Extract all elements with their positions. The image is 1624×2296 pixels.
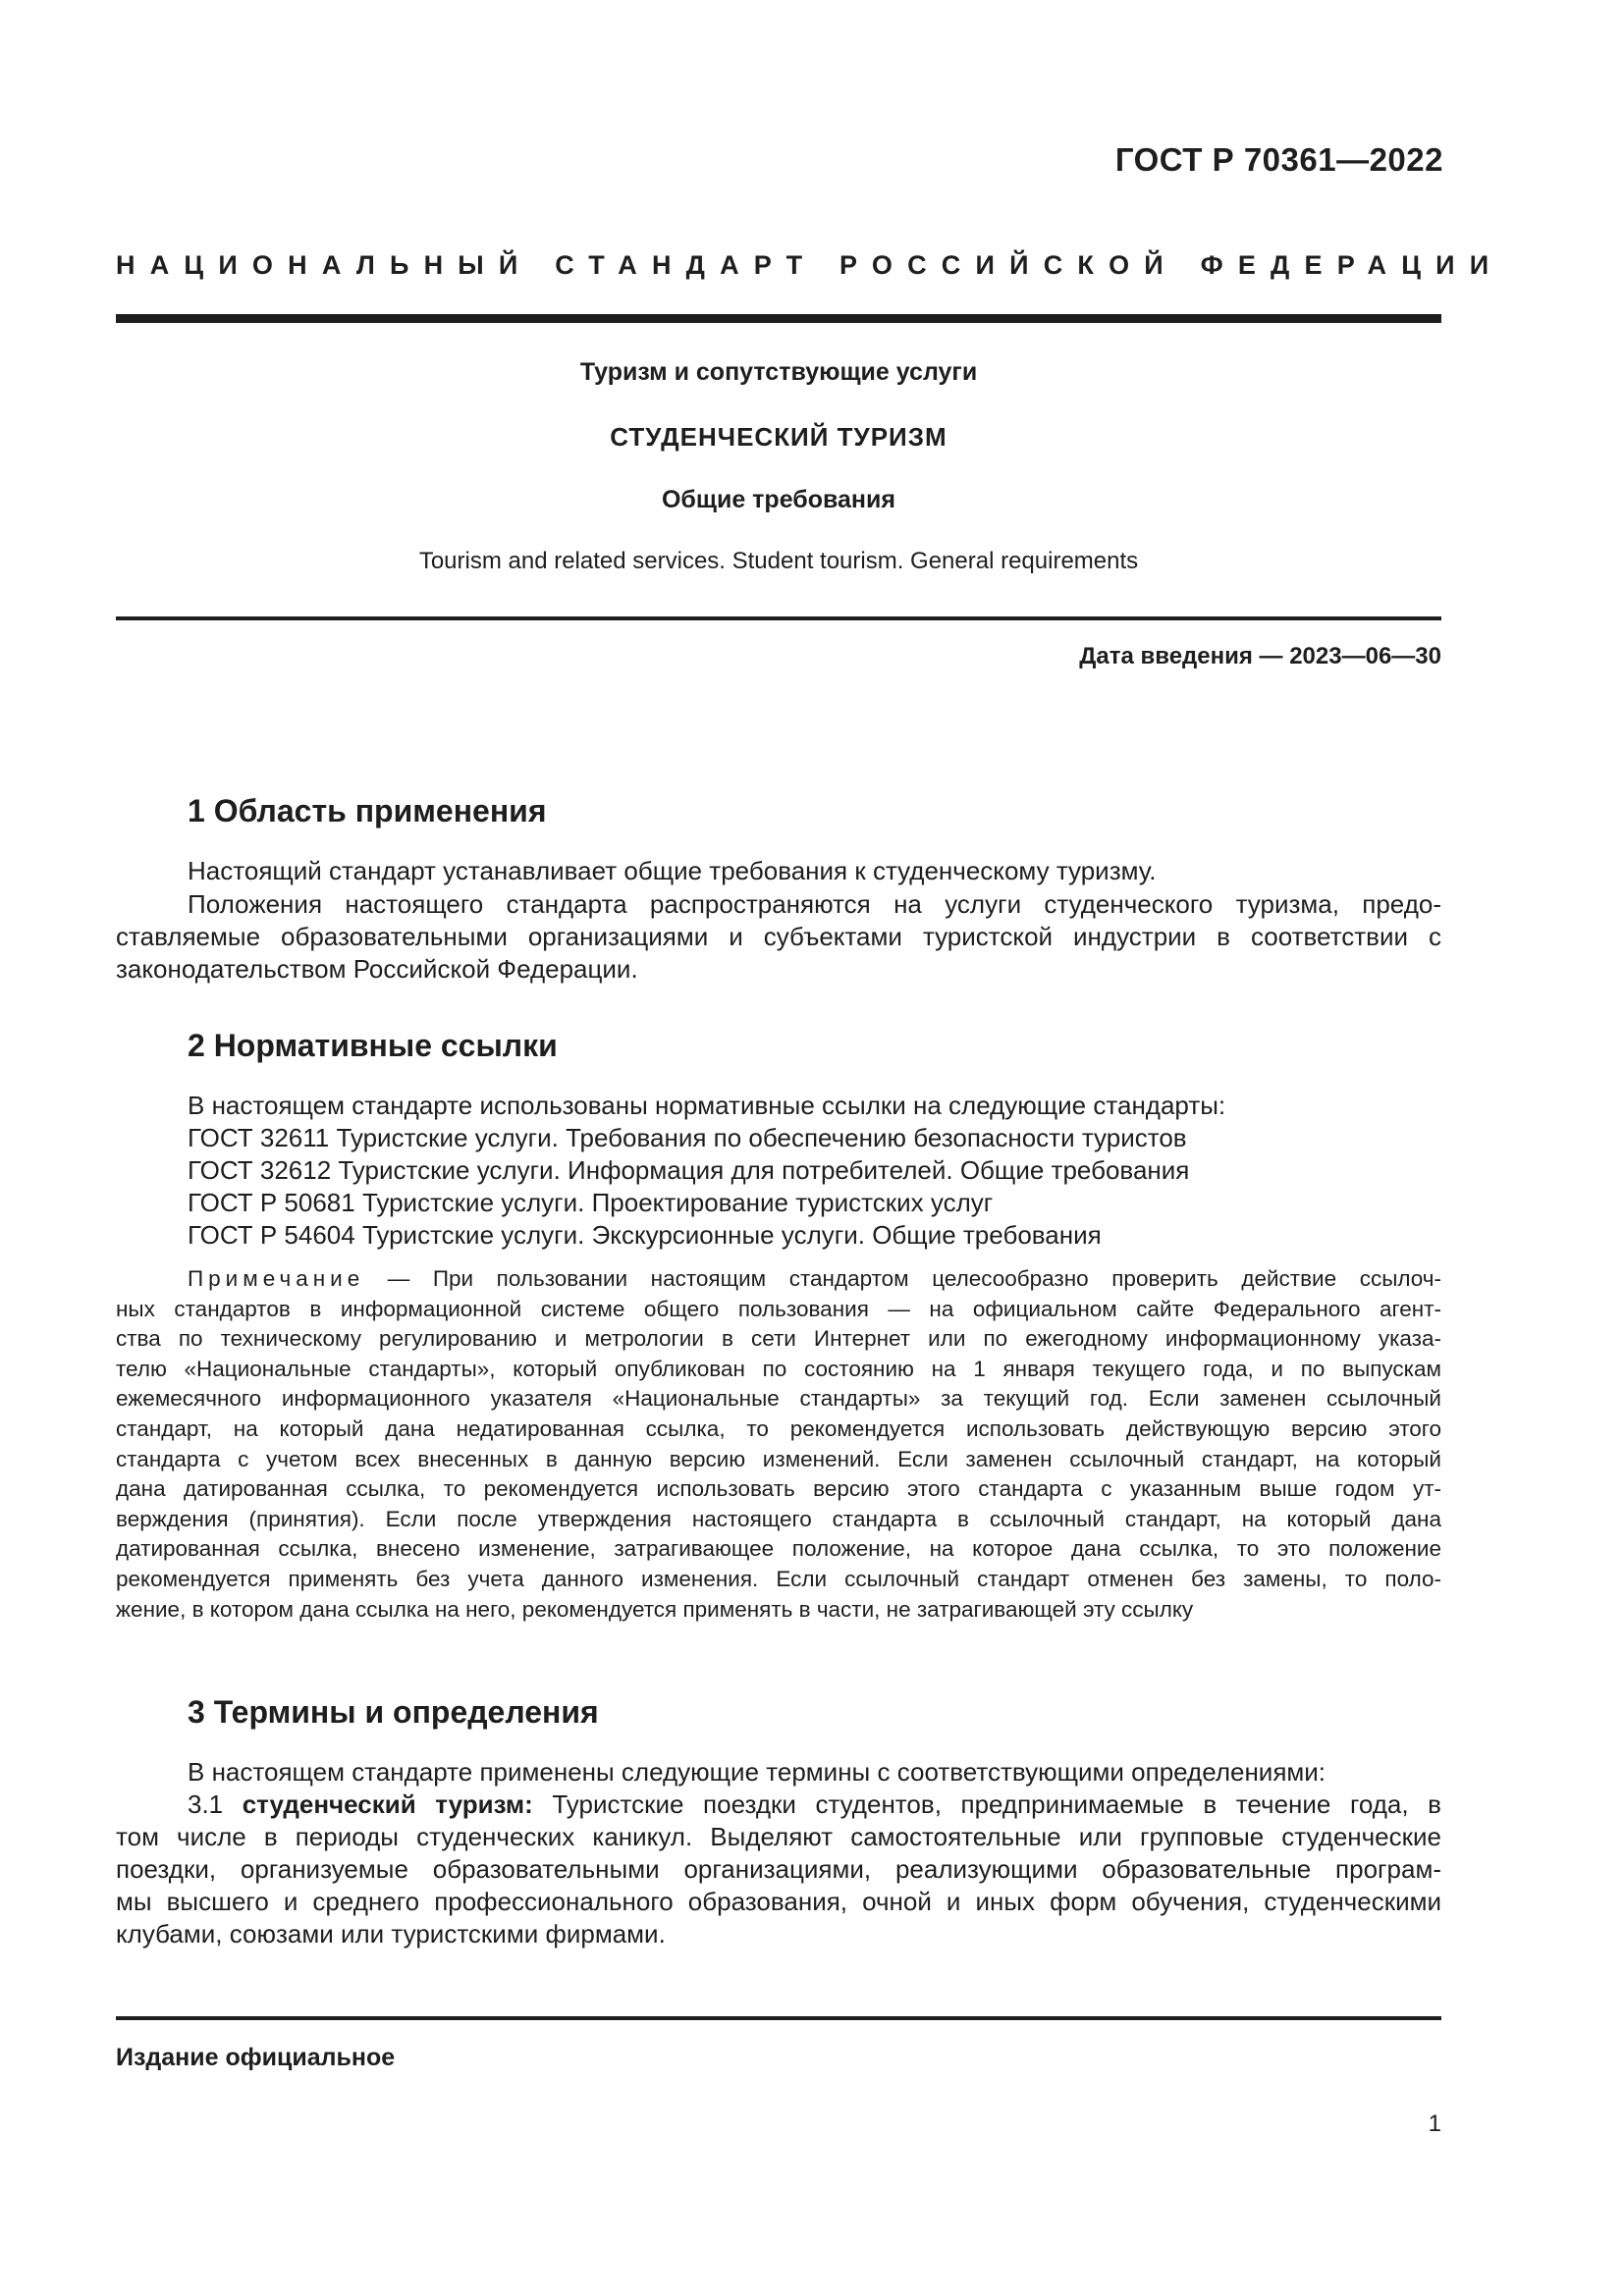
note-line: рекомендуется применять без учета данного изменения. Если ссылочный стандарт отменен без замены, то поло- [116,1567,1441,1591]
title-divider [116,616,1441,620]
note-line: верждения (принятия). Если после утверждения настоящего стандарта в ссылочный стандарт, на который дана [116,1506,1441,1531]
note-first-line [188,1264,1441,1295]
term-text: Туристские поездки студентов, предпринимаемые в течение года, в [532,1789,1441,1819]
term-number: 3.1 [188,1789,243,1819]
title-english: Tourism and related services. Student tourism. General requirements [418,548,1139,574]
reference-item: ГОСТ Р 50681 Туристские услуги. Проектирование туристских услуг [188,1188,994,1217]
document-code: ГОСТ Р 70361—2022 [1114,141,1443,178]
section-1-paragraph-1: Настоящий стандарт устанавливает общие требования к студенческому туризму. [188,856,1157,885]
page-number: 1 [1428,2110,1441,2137]
section-1-paragraph-2-line: ставляемые образовательными организациями и субъектами туристской индустрии в соответствии с [116,922,1441,951]
section-2-heading: 2 Нормативные ссылки [188,1028,558,1063]
term-name: студенческий туризм: [242,1789,533,1819]
note-line: ных стандартов в информационной системе общего пользования — на официальном сайте Федерального агент- [116,1296,1441,1321]
term-definition-line: том числе в периоды студенческих каникул. Выделяют самостоятельные или групповые студенческие [116,1822,1441,1851]
term-definition-line: мы высшего и среднего профессионального образования, очной и иных форм обучения, студенческими [116,1887,1441,1916]
note-line: дана датированная ссылка, то рекомендуется использовать версию этого стандарта с указанным выше годом ут- [116,1476,1441,1502]
note-line: телю «Национальные стандарты», который опубликован по состоянию на 1 января текущего года, и по выпускам [116,1356,1441,1381]
section-3-heading: 3 Термины и определения [188,1694,599,1730]
title-line-2: СТУДЕНЧЕСКИЙ ТУРИЗМ [610,422,947,452]
section-2-intro: В настоящем стандарте использованы нормативные ссылки на следующие стандарты: [188,1091,1226,1120]
note-line: ства по техническому регулированию и метрологии в сети Интернет или по ежегодному информационному указа- [116,1326,1441,1352]
note-line: стандарта с учетом всех внесенных в данную версию изменений. Если заменен ссылочный стандарт, на который [116,1446,1441,1471]
note-label: Примечание [188,1266,365,1291]
title-line-1: Туризм и сопутствующие услуги [579,358,978,386]
note-text: — При пользовании настоящим стандартом целесообразно проверить действие ссылоч- [364,1266,1441,1291]
term-definition-first-line [188,1789,1441,1821]
term-definition-line: клубами, союзами или туристскими фирмами. [116,1919,666,1949]
edition-label: Издание официальное [116,2044,396,2071]
introduction-date: Дата введения — 2023—06—30 [1079,643,1441,669]
reference-item: ГОСТ 32612 Туристские услуги. Информация для потребителей. Общие требования [188,1155,1190,1185]
reference-item: ГОСТ Р 54604 Туристские услуги. Экскурсионные услуги. Общие требования [188,1220,1102,1250]
section-1-paragraph-2-line: Положения настоящего стандарта распространяются на услуги студенческого туризма, предо- [188,889,1441,919]
header-divider [116,314,1441,323]
title-line-3: Общие требования [661,486,895,513]
section-1-paragraph-2-line: законодательством Российской Федерации. [116,954,638,984]
note-line: стандарт, на который дана недатированная ссылка, то рекомендуется использовать действующую версию этого [116,1416,1441,1441]
national-standard-banner: НАЦИОНАЛЬНЫЙ СТАНДАРТ РОССИЙСКОЙ ФЕДЕРАЦИИ [116,250,1504,280]
term-definition-line: поездки, организуемые образовательными организациями, реализующими образовательные програм- [116,1854,1441,1884]
note-line: ежемесячного информационного указателя «Национальные стандарты» за текущий год. Если заменен ссылочный [116,1386,1441,1412]
note-line: датированная ссылка, внесено изменение, затрагивающее положение, на которое дана ссылка, то это положение [116,1536,1441,1562]
note-line: жение, в котором дана ссылка на него, рекомендуется применять в части, не затрагивающей эту ссылку [116,1596,1194,1622]
section-1-heading: 1 Область применения [188,793,547,828]
footer-divider [116,2016,1441,2020]
reference-item: ГОСТ 32611 Туристские услуги. Требования по обеспечению безопасности туристов [188,1123,1187,1152]
section-3-intro: В настоящем стандарте применены следующие термины с соответствующими определениями: [188,1757,1326,1787]
